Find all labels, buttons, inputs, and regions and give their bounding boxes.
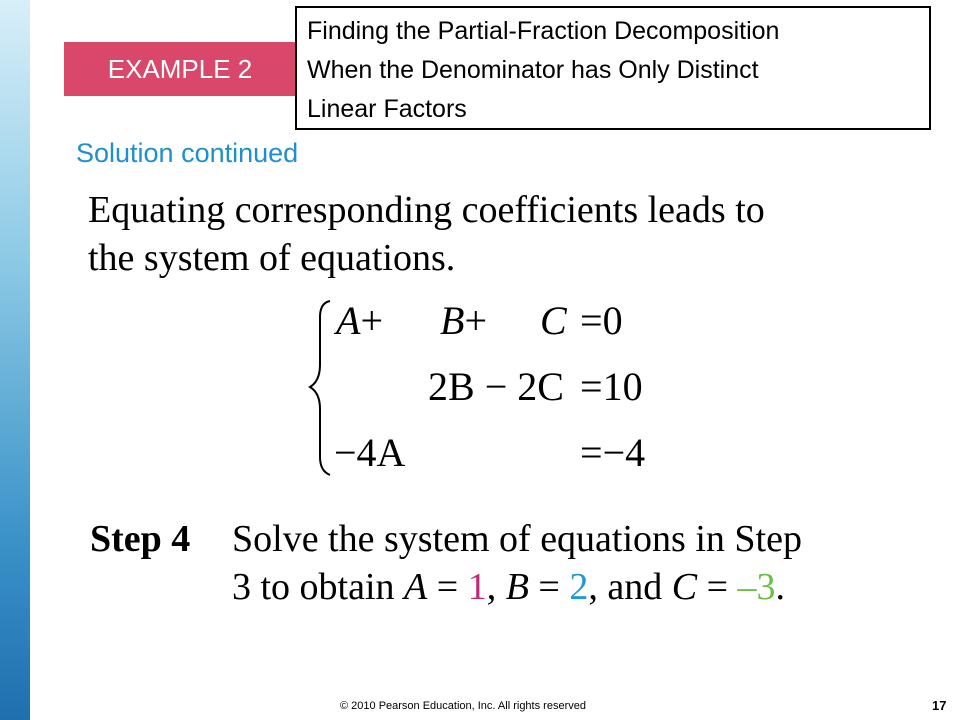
system-row-2-rhs [580, 363, 643, 410]
example-label [64, 42, 300, 96]
term-a: A [336, 298, 361, 343]
step-line [232, 563, 892, 611]
rhs-value: 10 [602, 364, 643, 409]
body-paragraph [88, 186, 908, 282]
solution-label: Solution continued [76, 138, 299, 168]
system-row-1-rhs [580, 297, 623, 344]
step-label: Step 4 [90, 518, 191, 560]
system-row-2 [428, 363, 564, 410]
step-text [232, 515, 892, 611]
minus-sign: − [484, 364, 508, 409]
equation-system [300, 295, 680, 480]
equals-sign: = [580, 298, 603, 343]
value-b: 2 [569, 566, 589, 608]
var-b: B [505, 566, 529, 608]
plus-sign: + [464, 298, 487, 343]
system-row-3 [334, 429, 405, 476]
title-line: Linear Factors [307, 95, 467, 123]
value-c: –3 [737, 566, 776, 608]
separator: , and [588, 566, 672, 608]
system-row-3-rhs [580, 429, 645, 476]
term-2c: 2C [517, 364, 564, 409]
equals-sign: = [580, 364, 603, 409]
example-title-box [295, 6, 931, 130]
rhs-value: −4 [602, 430, 646, 475]
system-row-1 [336, 297, 383, 344]
system-row-1-b [440, 297, 487, 344]
page-number: 17 [932, 698, 947, 713]
equals-sign: = [528, 566, 570, 608]
equals-sign: = [427, 566, 468, 608]
period: . [775, 566, 786, 608]
separator: , [486, 566, 506, 608]
step-line: Solve the system of equations in Step [232, 518, 802, 560]
step-line-prefix: 3 to obtain [232, 566, 405, 608]
var-c: C [671, 566, 698, 608]
term-2b: 2B [428, 364, 475, 409]
body-line: Equating corresponding coefficients leads to [88, 189, 765, 231]
plus-sign: + [360, 298, 383, 343]
term-c: C [540, 298, 567, 343]
var-a: A [404, 566, 428, 608]
equals-sign: = [697, 566, 738, 608]
title-line: When the Denominator has Only Distinct [307, 56, 759, 84]
title-line: Finding the Partial-Fraction Decomposition [307, 17, 780, 45]
value-a: 1 [467, 566, 487, 608]
body-line: the system of equations. [88, 237, 456, 279]
copyright-footer: © 2010 Pearson Education, Inc. All rights reserved [340, 700, 586, 712]
system-row-1-c [540, 297, 567, 344]
example-label-text: EXAMPLE 2 [107, 53, 253, 84]
side-accent-bar [0, 0, 30, 720]
term-b: B [440, 298, 465, 343]
rhs-value: 0 [602, 298, 623, 343]
term-neg4a: −4A [334, 430, 406, 475]
equals-sign: = [580, 430, 603, 475]
